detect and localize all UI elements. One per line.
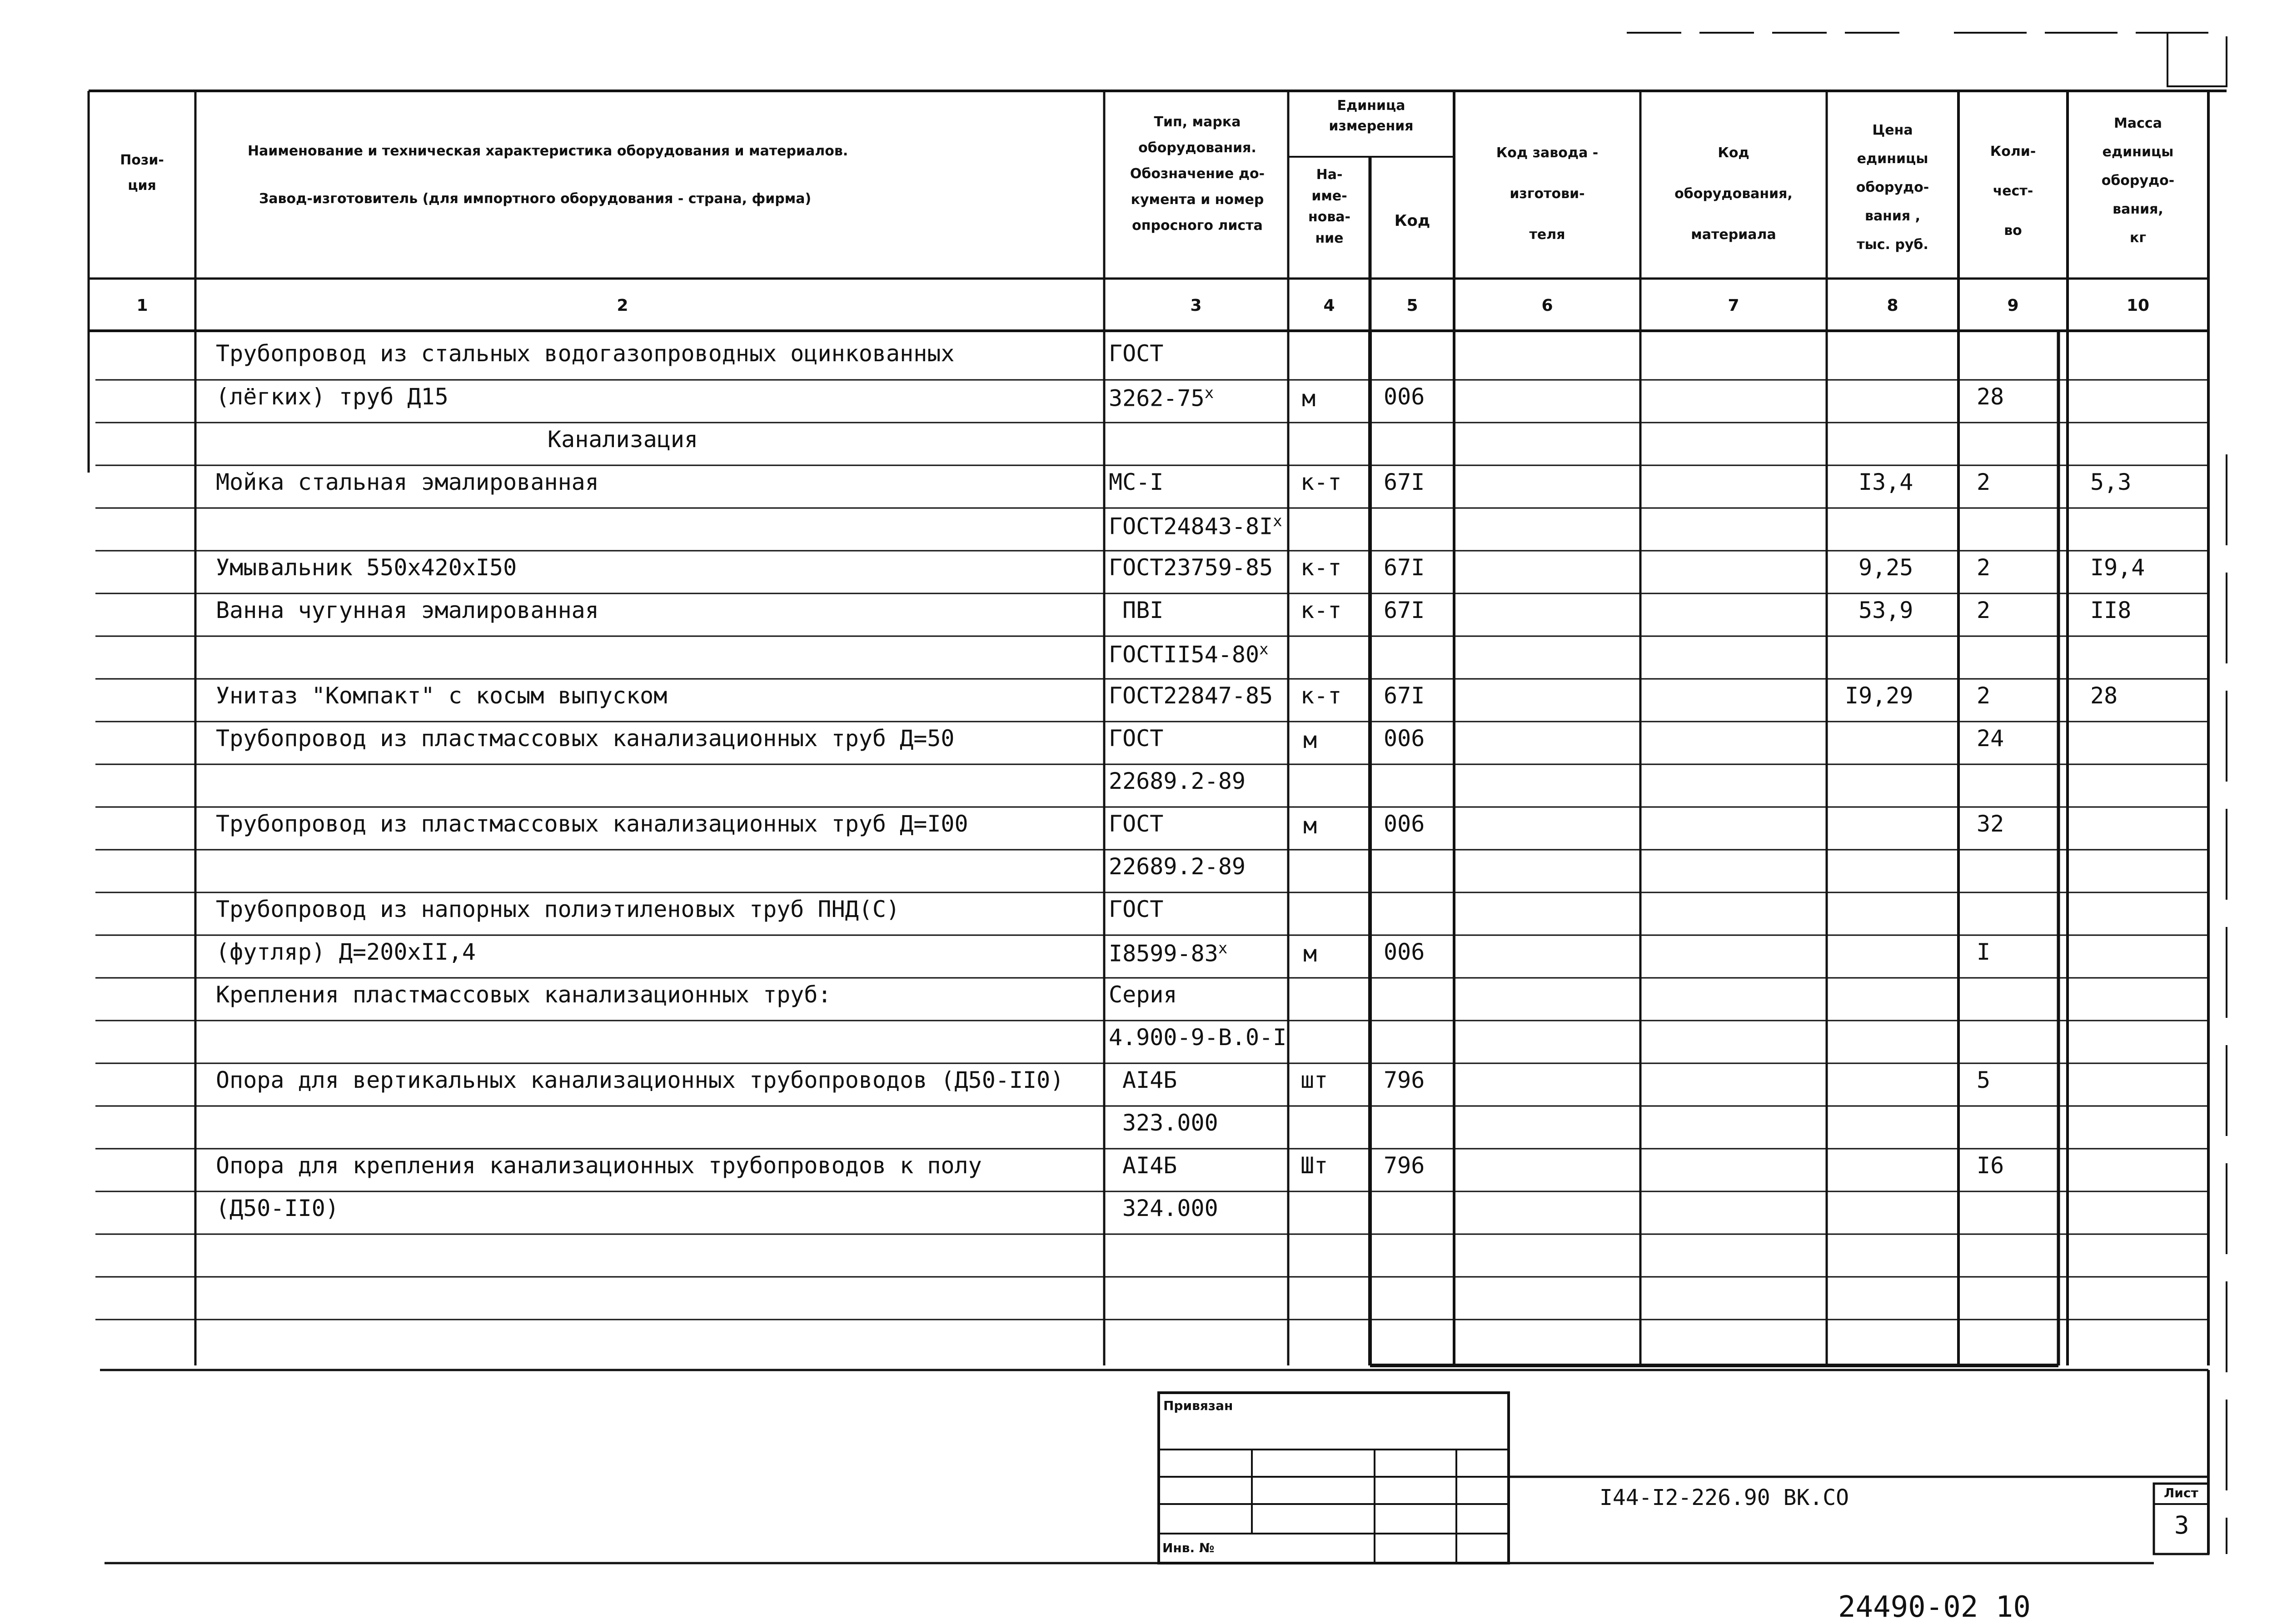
- header-quantity: Коли- чест- во: [1990, 144, 2036, 239]
- row-name: Ванна чугунная эмалированная: [216, 597, 599, 623]
- row-unit: м: [1303, 727, 1317, 753]
- row-qty: 2: [1977, 469, 1991, 495]
- header-mass: Масса единицы оборудо- вания, кг: [2101, 115, 2175, 246]
- stamp-inv-label: Инв. №: [1162, 1540, 1215, 1555]
- row-qty: I: [1977, 939, 1991, 965]
- row-price: I9,29: [1845, 682, 1913, 709]
- row-doc: ГОСТ: [1109, 896, 1164, 922]
- row-unit: Шт: [1300, 1152, 1328, 1179]
- section-heading: Канализация: [548, 426, 698, 453]
- row-doc: $3262-75^х$: [1109, 384, 1214, 412]
- row-qty: 5: [1977, 1067, 1991, 1093]
- row-name: (футляр) Д=200хII,4: [216, 939, 476, 965]
- row-price: I3,4: [1858, 469, 1913, 495]
- row-qty: 28: [1977, 384, 2004, 410]
- row-code: 006: [1384, 811, 1425, 837]
- row-name: Опора для крепления канализационных трубопроводов к полу: [216, 1152, 982, 1179]
- row-code: 006: [1384, 939, 1425, 965]
- col-number-9: 9: [2007, 296, 2019, 315]
- row-name: Мойка стальная эмалированная: [216, 469, 599, 495]
- row-doc: $I8599-83^х$: [1109, 939, 1228, 967]
- row-code: 796: [1384, 1067, 1425, 1093]
- col-number-8: 8: [1887, 296, 1898, 315]
- row-name: (лёгких) труб Д15: [216, 384, 448, 410]
- row-qty: I6: [1977, 1152, 2004, 1179]
- row-doc: МС-I: [1109, 469, 1164, 495]
- row-name: Умывальник 550х420хI50: [216, 554, 517, 581]
- row-code: 006: [1384, 725, 1425, 752]
- row-mass: II8: [2090, 597, 2132, 623]
- footer-archive-code: 24490-02 10: [1838, 1590, 2031, 1624]
- row-doc: $ГОСТII54-80^х$: [1109, 640, 1269, 668]
- row-doc: 22689.2-89: [1109, 853, 1246, 880]
- row-qty: 24: [1977, 725, 2004, 752]
- document-code: I44-I2-226.90 ВК.СО: [1599, 1485, 1849, 1510]
- row-name: (Д50-II0): [216, 1195, 339, 1221]
- row-mass: 5,3: [2090, 469, 2132, 495]
- row-name: Опора для вертикальных канализационных трубопроводов (Д50-II0): [216, 1067, 1064, 1093]
- row-doc: Серия: [1109, 981, 1177, 1008]
- row-qty: 2: [1977, 554, 1991, 581]
- header-unit-group: Единица измерения: [1329, 98, 1414, 134]
- row-doc: ГОСТ22847-85: [1109, 682, 1273, 709]
- row-name: Трубопровод из напорных полиэтиленовых труб ПНД(С): [216, 896, 900, 922]
- row-unit: к-т: [1300, 597, 1342, 623]
- header-type-doc: Тип, марка оборудования. Обозначение до- кумента и номер опросного листа: [1130, 114, 1265, 234]
- header-unit-code: Код: [1394, 212, 1430, 230]
- row-mass: 28: [2090, 682, 2118, 709]
- header-name-line2: Завод-изготовитель (для импортного оборудования - страна, фирма): [259, 191, 812, 207]
- header-name-line1: Наименование и техническая характеристика оборудования и материалов.: [248, 143, 848, 159]
- col-number-4: 4: [1323, 296, 1335, 315]
- row-code: 67I: [1384, 469, 1425, 495]
- row-unit: м: [1303, 812, 1317, 839]
- row-unit: шт: [1300, 1067, 1328, 1093]
- col-number-6: 6: [1541, 296, 1553, 315]
- row-unit: м: [1303, 941, 1317, 967]
- col-number-10: 10: [2126, 296, 2150, 315]
- row-qty: 2: [1977, 682, 1991, 709]
- row-qty: 32: [1977, 811, 2004, 837]
- row-name: Трубопровод из пластмассовых канализационных труб Д=50: [216, 725, 955, 752]
- row-code: 67I: [1384, 682, 1425, 709]
- header-equipment-code: Код оборудования, материала: [1674, 145, 1793, 243]
- row-unit: м: [1302, 385, 1316, 412]
- row-doc: ПВI: [1122, 597, 1164, 623]
- col-number-5: 5: [1406, 296, 1418, 315]
- row-doc: ГОСТ: [1109, 811, 1164, 837]
- col-number-7: 7: [1728, 296, 1739, 315]
- header-factory-code: Код завода - изготови- теля: [1496, 145, 1599, 243]
- row-name: Унитаз "Компакт" с косым выпуском: [216, 682, 668, 709]
- row-name: Трубопровод из стальных водогазопроводных оцинкованных: [216, 340, 955, 367]
- stamp-bound-label: Привязан: [1163, 1398, 1233, 1413]
- row-mass: I9,4: [2090, 554, 2145, 581]
- row-doc: 323.000: [1122, 1110, 1218, 1136]
- col-number-3: 3: [1190, 296, 1202, 315]
- row-doc: $ГОСТ24843-8I^х$: [1109, 512, 1282, 540]
- col-number-1: 1: [136, 296, 148, 315]
- row-price: 9,25: [1858, 554, 1913, 581]
- row-name: Трубопровод из пластмассовых канализационных труб Д=I00: [216, 811, 968, 837]
- row-doc: ГОСТ23759-85: [1109, 554, 1273, 581]
- row-doc: ГОСТ: [1109, 340, 1164, 367]
- sheet-number: 3: [2174, 1511, 2189, 1539]
- row-doc: АI4Б: [1122, 1067, 1177, 1093]
- row-code: 006: [1384, 384, 1425, 410]
- header-position: Пози- ция: [120, 152, 164, 194]
- row-doc: 22689.2-89: [1109, 768, 1246, 794]
- col-number-2: 2: [617, 296, 628, 315]
- row-code: 67I: [1384, 554, 1425, 581]
- row-unit: к-т: [1300, 554, 1342, 581]
- row-qty: 2: [1977, 597, 1991, 623]
- row-unit: к-т: [1300, 682, 1342, 709]
- header-unit-name: На- име- нова- ние: [1308, 167, 1351, 246]
- row-doc: ГОСТ: [1109, 725, 1164, 752]
- sheet-label: Лист: [2164, 1485, 2198, 1500]
- header-price: Цена единицы оборудо- вания , тыс. руб.: [1856, 122, 1929, 253]
- row-code: 796: [1384, 1152, 1425, 1179]
- row-unit: к-т: [1300, 469, 1342, 495]
- row-doc: 4.900-9-В.0-I: [1109, 1024, 1287, 1051]
- row-name: Крепления пластмассовых канализационных труб:: [216, 981, 832, 1008]
- row-doc: АI4Б: [1122, 1152, 1177, 1179]
- row-price: 53,9: [1858, 597, 1913, 623]
- row-code: 67I: [1384, 597, 1425, 623]
- row-doc: 324.000: [1122, 1195, 1218, 1221]
